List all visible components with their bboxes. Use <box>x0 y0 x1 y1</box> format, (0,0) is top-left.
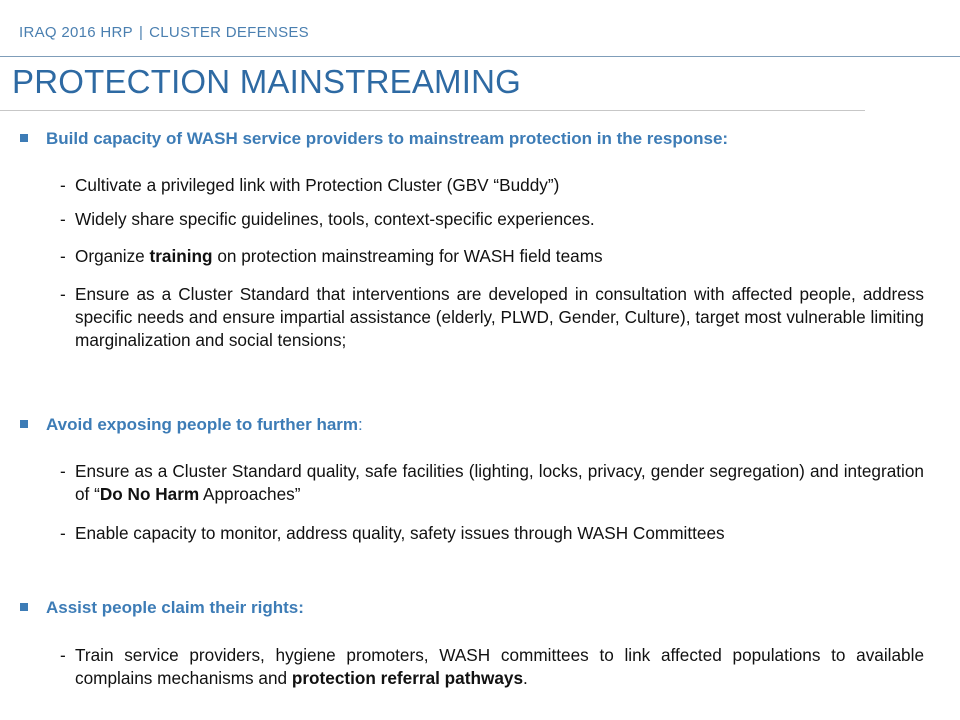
dash-marker: - <box>60 209 66 229</box>
list-item-text <box>75 245 924 268</box>
section-heading <box>20 597 930 619</box>
section-heading-text: Avoid exposing people to further harm <box>46 415 359 434</box>
section-heading-text: Assist people claim their rights: <box>46 598 304 617</box>
list-item-text: Enable capacity to monitor, address quality, safety issues through WASH Committees <box>75 523 725 543</box>
list-item-text: Cultivate a privileged link with Protection Cluster (GBV “Buddy”) <box>75 175 560 195</box>
section-heading-text: Build capacity of WASH service providers to mainstream protection in the response: <box>46 129 729 148</box>
square-bullet-icon <box>20 420 28 428</box>
dash-marker: - <box>60 645 66 665</box>
text-run: Train service providers, hygiene promoters, WASH committees to link affected populations to available complains mechanisms and <box>75 645 924 688</box>
list-item <box>60 245 924 268</box>
text-run: . <box>523 668 528 688</box>
section-avoid-harm <box>20 414 930 436</box>
dash-marker: - <box>60 461 66 481</box>
list-item-text: Widely share specific guidelines, tools, context-specific experiences. <box>75 209 595 229</box>
bold-text-run: training <box>149 246 213 266</box>
dash-marker: - <box>60 523 66 543</box>
dash-marker: - <box>60 175 66 195</box>
square-bullet-icon <box>20 603 28 611</box>
header-divider <box>0 56 960 57</box>
dash-marker: - <box>60 246 66 266</box>
section-assist-rights <box>20 597 930 619</box>
header-left-text: IRAQ 2016 HRP <box>19 24 133 41</box>
header-right-text: CLUSTER DEFENSES <box>149 24 309 41</box>
list-item-text <box>75 644 924 690</box>
list-item <box>60 522 924 545</box>
list-item <box>60 644 924 690</box>
page-title: PROTECTION MAINSTREAMING <box>12 63 521 100</box>
header-separator: | <box>138 24 144 41</box>
dash-marker: - <box>60 284 66 304</box>
list-item-text <box>75 460 924 506</box>
text-run: Approaches” <box>199 484 301 504</box>
square-bullet-icon <box>20 134 28 142</box>
section-heading <box>20 414 930 436</box>
list-item <box>60 208 924 231</box>
bold-text-run: Do No Harm <box>99 484 200 504</box>
list-item-text: Ensure as a Cluster Standard that interventions are developed in consultation with affected people, address specific needs and ensure impartial assistance (elderly, PLWD, Gender, Culture), target most vulnerable limiting marginalization and social tensions; <box>75 284 924 350</box>
slide-header <box>19 24 309 41</box>
list-item <box>60 460 924 506</box>
list-item <box>60 174 924 197</box>
text-run: Organize <box>75 246 150 266</box>
bold-text-run: protection referral pathways <box>291 668 524 688</box>
section-heading-suffix: : <box>358 415 363 434</box>
list-item <box>60 283 924 352</box>
section-build-capacity <box>20 128 930 150</box>
text-run: Ensure as a Cluster Standard quality, safe facilities (lighting, locks, privacy, gender segregation) and integration of “ <box>75 461 924 504</box>
section-heading <box>20 128 930 150</box>
title-divider <box>0 110 865 111</box>
text-run: on protection mainstreaming for WASH field teams <box>212 246 603 266</box>
